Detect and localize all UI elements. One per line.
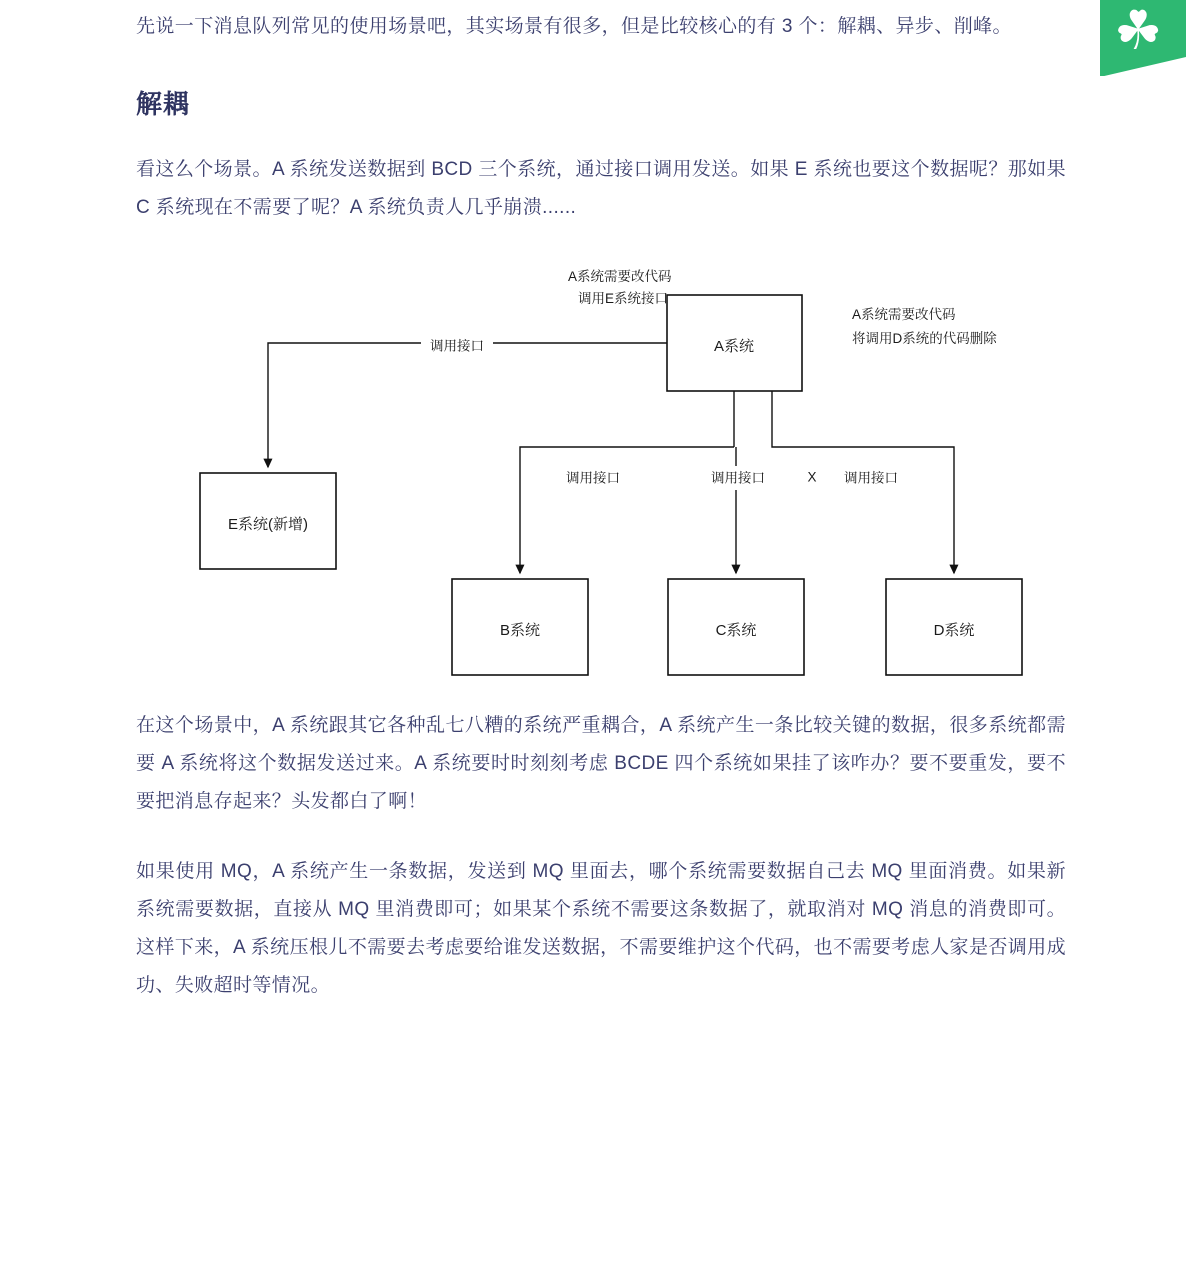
paragraph-intro: 先说一下消息队列常见的使用场景吧，其实场景有很多，但是比较核心的有 3 个：解耦、异步、削峰。 bbox=[136, 16, 1012, 37]
node-b-system-label: B系统 bbox=[499, 621, 541, 639]
green-corner-badge bbox=[1100, 0, 1186, 76]
section-heading-decoupling: 解耦 bbox=[136, 89, 191, 119]
edge-label-a-to-e: 调用接口 bbox=[430, 338, 484, 354]
note-right-line1: A系统需要改代码 bbox=[852, 307, 956, 322]
paragraph-gap bbox=[136, 827, 1066, 853]
paragraph-scenario: 看这么个场景。A 系统发送数据到 BCD 三个系统，通过接口调用发送。如果 E 系统也要这个数据呢？那如果 C 系统现在不需要了呢？A 系统负责人几乎崩溃...... bbox=[136, 159, 1066, 218]
edge-label-a-to-c: 调用接口 bbox=[711, 470, 765, 486]
edge-a-to-e bbox=[268, 343, 421, 467]
edge-label-a-to-b: 调用接口 bbox=[566, 470, 620, 486]
edge-label-a-to-d: 调用接口 bbox=[844, 470, 898, 486]
paragraph-mq: 如果使用 MQ，A 系统产生一条数据，发送到 MQ 里面去，哪个系统需要数据自己去 MQ 里面消费。如果新系统需要数据，直接从 MQ 里消费即可；如果某个系统不需要这条数据了，就取消对 MQ 消息的消费即可。这样下来，A 系统压根儿不需要去考虑要给谁发送数据，不需要维护这个代码，也不需要考虑人家是否调用成功、失败超时等情况。 bbox=[136, 861, 1066, 996]
node-e-system-label: E系统(新增) bbox=[228, 515, 308, 533]
leaf-icon: ☘ bbox=[1114, 0, 1163, 62]
node-c-system-label: C系统 bbox=[715, 621, 757, 639]
architecture-diagram bbox=[136, 257, 1066, 687]
node-a-system-label: A系统 bbox=[713, 337, 755, 355]
badge-tail bbox=[1100, 57, 1186, 76]
note-left-line2: 调用E系统接口 bbox=[578, 291, 669, 306]
paragraph-coupling: 在这个场景中，A 系统跟其它各种乱七八糟的系统严重耦合，A 系统产生一条比较关键的数据，很多系统都需要 A 系统将这个数据发送过来。A 系统要时时刻刻考虑 BCDE 四个系统如果挂了该咋办？要不要重发，要不要把消息存起来？头发都白了啊！ bbox=[136, 715, 1066, 812]
cross-mark-icon: X bbox=[807, 469, 817, 485]
node-d-system-label: D系统 bbox=[933, 621, 975, 639]
note-right-line2: 将调用D系统的代码删除 bbox=[852, 331, 997, 346]
document-content bbox=[136, 0, 1066, 1011]
note-left-line1: A系统需要改代码 bbox=[568, 269, 672, 284]
